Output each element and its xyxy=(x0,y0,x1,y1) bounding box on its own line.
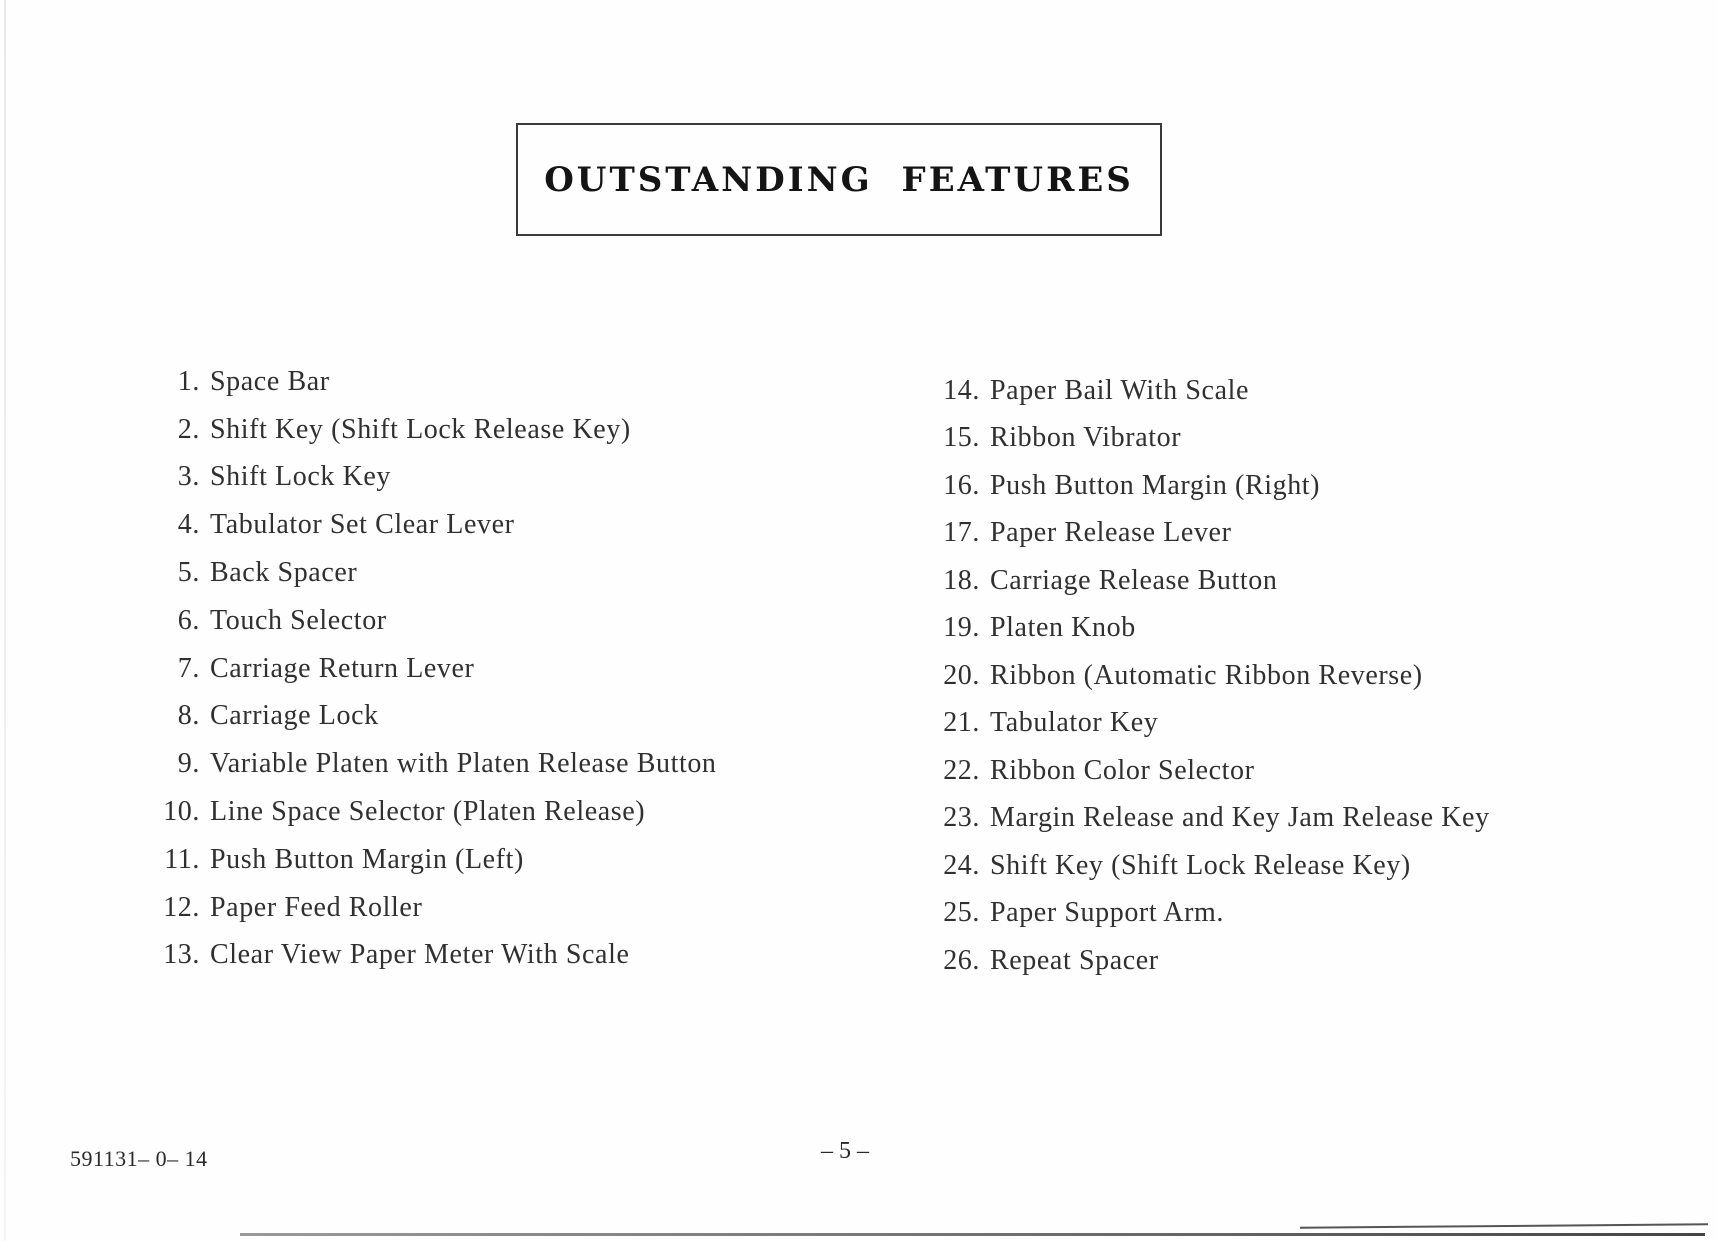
item-number: 20. xyxy=(943,659,980,691)
item-number: 22. xyxy=(943,754,980,786)
page-title: OUTSTANDING FEATURES xyxy=(544,159,1134,200)
list-item xyxy=(140,549,717,597)
item-number: 26. xyxy=(943,944,980,976)
item-label: Ribbon Color Selector xyxy=(990,754,1255,786)
item-number: 25. xyxy=(943,897,980,929)
item-label: Carriage Lock xyxy=(210,700,379,732)
list-item xyxy=(920,795,1490,843)
item-number: 23. xyxy=(943,802,980,834)
list-item xyxy=(920,842,1490,890)
list-item xyxy=(920,367,1490,415)
item-label: Platen Knob xyxy=(990,612,1136,644)
item-label: Tabulator Key xyxy=(990,707,1159,739)
item-label: Paper Feed Roller xyxy=(210,891,423,923)
title-box xyxy=(516,123,1162,236)
list-item xyxy=(140,406,717,454)
list-item xyxy=(920,700,1490,748)
item-number: 24. xyxy=(943,849,980,881)
page-edge-shadow xyxy=(4,0,6,1241)
list-item xyxy=(920,937,1490,985)
item-number: 7. xyxy=(177,652,200,684)
item-number: 9. xyxy=(177,748,200,780)
item-label: Space Bar xyxy=(210,365,330,397)
item-label: Push Button Margin (Left) xyxy=(210,843,524,875)
item-number: 2. xyxy=(177,413,200,445)
feature-list-left xyxy=(140,358,717,979)
item-number: 18. xyxy=(943,564,980,596)
item-number: 13. xyxy=(163,939,200,971)
item-label: Carriage Return Lever xyxy=(210,652,475,684)
list-item xyxy=(920,747,1490,795)
list-item xyxy=(140,740,717,788)
item-number: 6. xyxy=(177,604,200,636)
item-number: 15. xyxy=(943,422,980,454)
item-number: 14. xyxy=(943,374,980,406)
item-number: 1. xyxy=(177,365,200,397)
item-label: Carriage Release Button xyxy=(990,564,1278,596)
bottom-rule-accent xyxy=(1300,1223,1708,1229)
list-item xyxy=(920,510,1490,558)
item-label: Margin Release and Key Jam Release Key xyxy=(990,802,1490,834)
list-item xyxy=(140,645,717,693)
item-number: 17. xyxy=(943,517,980,549)
item-label: Shift Lock Key xyxy=(210,461,392,493)
list-item xyxy=(920,605,1490,653)
item-number: 19. xyxy=(943,612,980,644)
item-label: Touch Selector xyxy=(210,604,387,636)
list-item xyxy=(920,462,1490,510)
item-number: 21. xyxy=(943,707,980,739)
item-label: Variable Platen with Platen Release Button xyxy=(210,748,717,780)
item-label: Line Space Selector (Platen Release) xyxy=(210,796,646,828)
item-number: 12. xyxy=(163,891,200,923)
item-label: Paper Support Arm. xyxy=(990,897,1225,929)
page-number: – 5 – xyxy=(821,1138,869,1164)
bottom-rule xyxy=(240,1233,1705,1236)
list-item xyxy=(920,415,1490,463)
item-number: 8. xyxy=(177,700,200,732)
item-label: Paper Bail With Scale xyxy=(990,374,1250,406)
list-item xyxy=(920,890,1490,938)
item-label: Back Spacer xyxy=(210,557,358,589)
item-label: Repeat Spacer xyxy=(990,944,1159,976)
list-item xyxy=(140,597,717,645)
document-code: 591131– 0– 14 xyxy=(70,1146,208,1171)
list-item xyxy=(140,693,717,741)
item-number: 3. xyxy=(177,461,200,493)
item-label: Push Button Margin (Right) xyxy=(990,469,1321,501)
list-item xyxy=(140,884,717,932)
list-item xyxy=(140,788,717,836)
item-number: 4. xyxy=(177,509,200,541)
item-number: 11. xyxy=(164,843,200,875)
list-item xyxy=(140,501,717,549)
item-label: Ribbon (Automatic Ribbon Reverse) xyxy=(990,659,1423,691)
list-item xyxy=(140,836,717,884)
list-item xyxy=(920,557,1490,605)
list-item xyxy=(920,652,1490,700)
list-item xyxy=(140,358,717,406)
feature-list-right xyxy=(920,367,1490,985)
item-label: Shift Key (Shift Lock Release Key) xyxy=(990,849,1411,881)
list-item xyxy=(140,454,717,502)
item-label: Paper Release Lever xyxy=(990,517,1232,549)
item-label: Clear View Paper Meter With Scale xyxy=(210,939,630,971)
item-number: 10. xyxy=(163,796,200,828)
item-number: 16. xyxy=(943,469,980,501)
item-label: Shift Key (Shift Lock Release Key) xyxy=(210,413,631,445)
list-item xyxy=(140,932,717,980)
item-label: Ribbon Vibrator xyxy=(990,422,1182,454)
item-label: Tabulator Set Clear Lever xyxy=(210,509,515,541)
item-number: 5. xyxy=(177,557,200,589)
